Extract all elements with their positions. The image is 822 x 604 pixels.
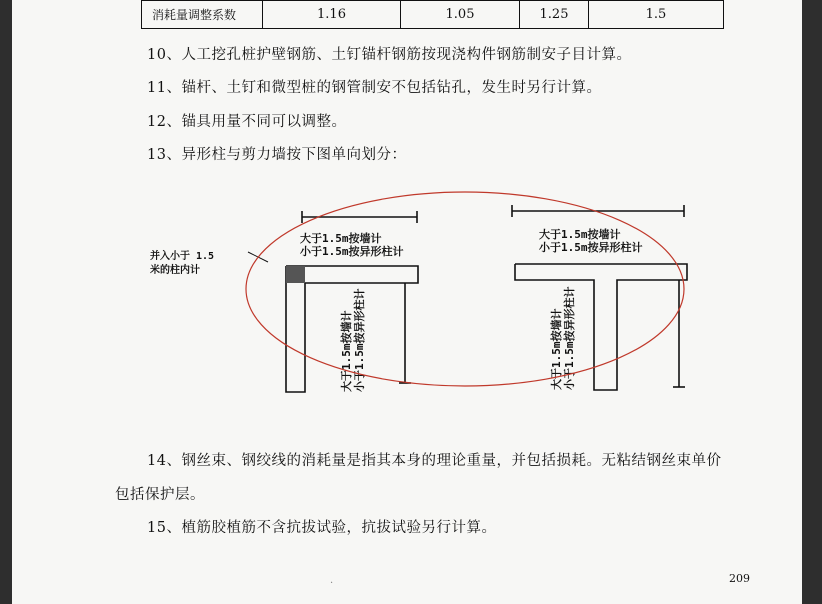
right-vertical-label-2: 小于1.5m按异形柱计: [563, 286, 576, 390]
hatched-corner: [286, 266, 305, 283]
left-vertical-label-2: 小于1.5m按异形柱计: [353, 288, 366, 392]
right-vertical-label-1: 大于1.5m按墙计: [550, 308, 563, 390]
left-note-line-1: 并入小于 1.5: [150, 251, 215, 262]
right-top-label-1: 大于1.5m按墙计: [539, 228, 621, 241]
left-note-line-2: 米的柱内计: [150, 265, 200, 276]
viewer-right-frame: [802, 0, 822, 604]
paragraph-12: 12、锚具用量不同可以调整。: [147, 114, 347, 130]
paragraph-15: 15、植筋胶植筋不含抗拔试验，抗拔试验另行计算。: [147, 520, 497, 536]
right-top-label-2: 小于1.5m按异形柱计: [539, 241, 643, 254]
left-vertical-label-1: 大于1.5m按墙计: [340, 310, 353, 392]
column-wall-diagram: [12, 0, 802, 604]
page-speck: ·: [330, 578, 334, 589]
viewer-left-frame: [0, 0, 12, 604]
paragraph-13: 13、异形柱与剪力墙按下图单向划分：: [147, 147, 407, 163]
paragraph-11: 11、锚杆、土钉和微型桩的钢管制安不包括钻孔，发生时另行计算。: [147, 80, 602, 96]
paragraph-14-line-2: 包括保护层。: [115, 487, 205, 503]
paragraph-10: 10、人工挖孔桩护壁钢筋、土钉锚杆钢筋按现浇构件钢筋制安子目计算。: [147, 47, 632, 63]
left-top-label-2: 小于1.5m按异形柱计: [300, 245, 404, 258]
table-cell: 1.05: [401, 1, 520, 29]
page-number: 209: [729, 572, 750, 585]
table-cell: 1.5: [589, 1, 724, 29]
document-page: [12, 0, 802, 604]
annotation-ellipse: [246, 192, 684, 386]
left-top-label-1: 大于1.5m按墙计: [300, 232, 382, 245]
table-row-label: 消耗量调整系数: [152, 8, 237, 22]
paragraph-14-line-1: 14、钢丝束、钢绞线的消耗量是指其本身的理论重量，并包括损耗。无粘结钢丝束单价: [147, 453, 722, 469]
table-cell: 1.16: [263, 1, 401, 29]
table-cell: 1.25: [520, 1, 589, 29]
